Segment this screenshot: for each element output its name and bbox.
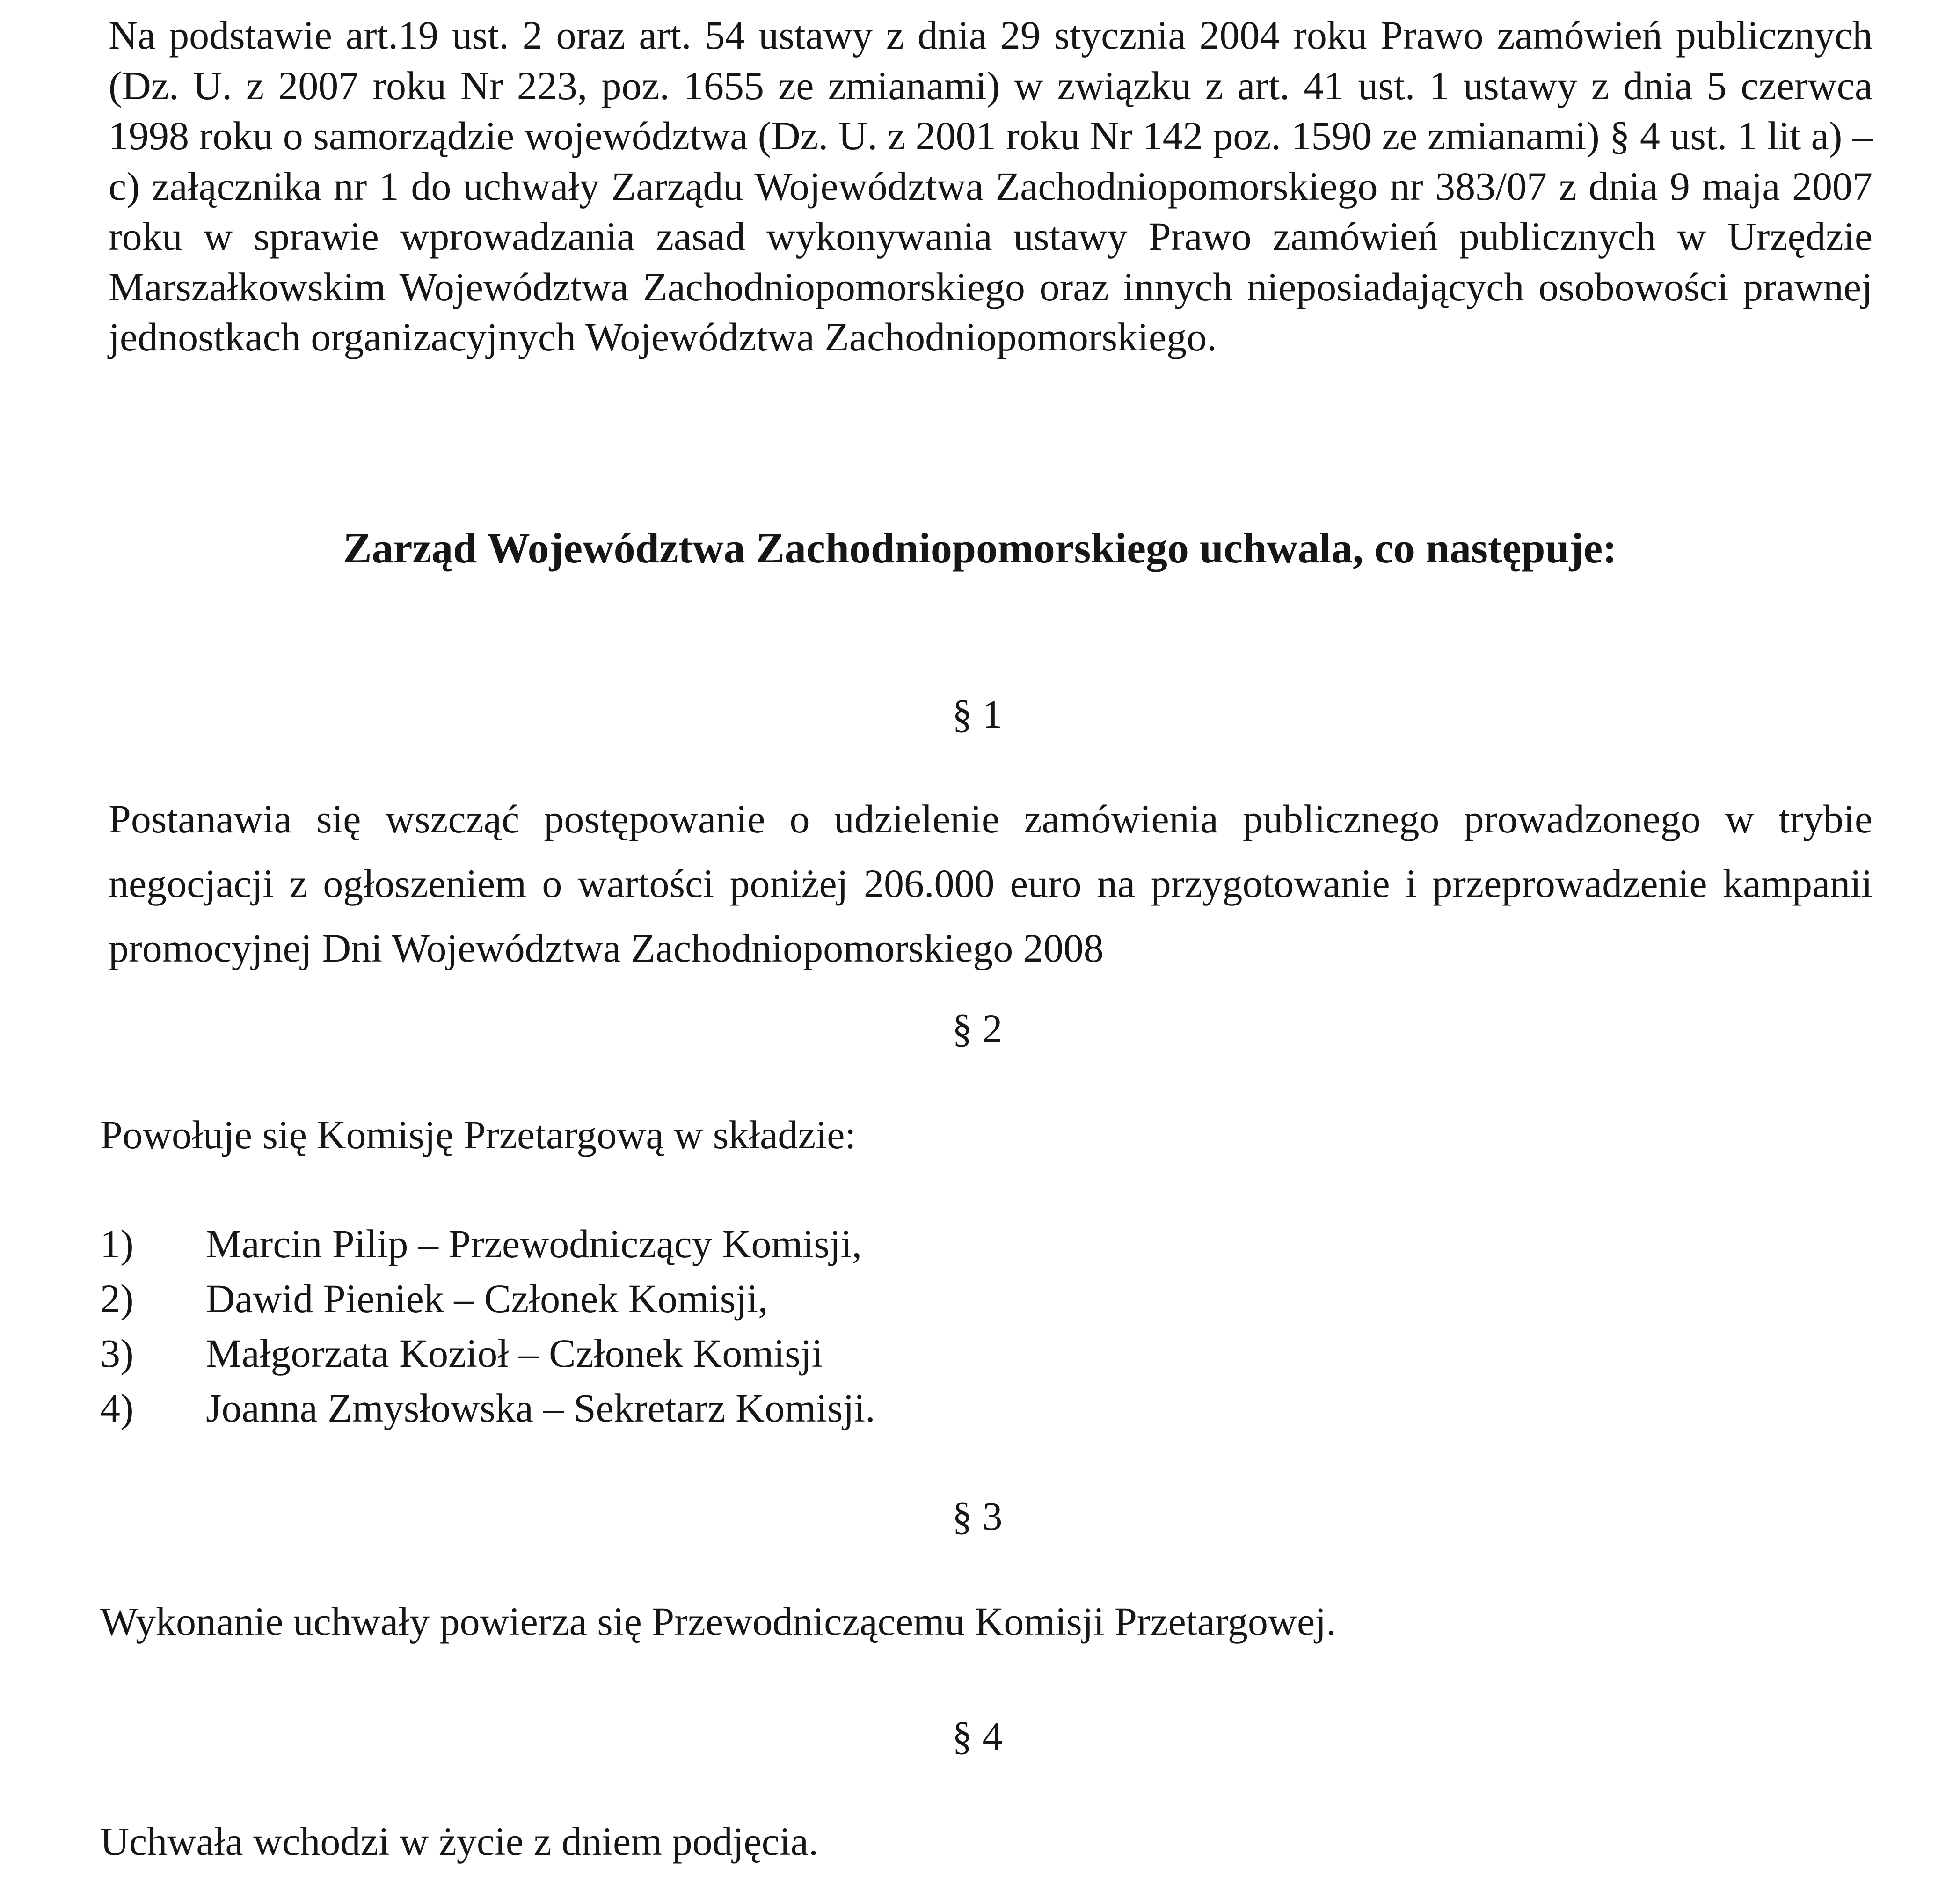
list-item <box>100 1271 875 1326</box>
section-2-text: Powołuje się Komisję Przetargową w składzie: <box>100 1112 856 1157</box>
section-1-mark: § 1 <box>952 692 1003 737</box>
list-item <box>100 1217 875 1271</box>
list-item-text: Joanna Zmysłowska – Sekretarz Komisji. <box>206 1386 875 1430</box>
resolution-heading: Zarząd Województwa Zachodniopomorskiego uchwala, co następuje: <box>343 524 1617 572</box>
list-item <box>100 1326 875 1381</box>
section-3-mark: § 3 <box>952 1494 1003 1539</box>
section-4-mark: § 4 <box>952 1714 1003 1758</box>
section-2-mark: § 2 <box>952 1006 1003 1051</box>
list-item-text: Dawid Pieniek – Członek Komisji, <box>206 1276 768 1321</box>
legal-basis-paragraph: Na podstawie art.19 ust. 2 oraz art. 54 ustawy z dnia 29 stycznia 2004 roku Prawo zamówień publicznych (Dz. U. z 2007 roku Nr 223, poz. 1655 ze zmianami) w związku z art. 41 ust. 1 ustawy z dnia 5 czerwca 1998 roku o samorządzie województwa (Dz. U. z 2001 roku Nr 142 poz. 1590 ze zmianami) § 4 ust. 1 lit a) – c) załącznika nr 1 do uchwały Zarządu Województwa Zachodniopomorskiego nr 383/07 z dnia 9 maja 2007 roku w sprawie wprowadzania zasad wykonywania ustawy Prawo zamówień publicznych w Urzędzie Marszałkowskim Województwa Zachodniopomorskiego oraz innych nieposiadających osobowości prawnej jednostkach organizacyjnych Województwa Zachodniopomorskiego. <box>109 13 1873 359</box>
list-item-number: 2) <box>100 1276 134 1321</box>
section-3-text: Wykonanie uchwały powierza się Przewodniczącemu Komisji Przetargowej. <box>100 1599 1336 1644</box>
list-item <box>100 1381 875 1436</box>
section-1-text: Postanawia się wszcząć postępowanie o udzielenie zamówienia publicznego prowadzonego w trybie negocjacji z ogłoszeniem o wartości poniżej 206.000 euro na przygotowanie i przeprowadzenie kampanii promocyjnej Dni Województwa Zachodniopomorskiego 2008 <box>109 796 1873 970</box>
list-item-text: Małgorzata Kozioł – Członek Komisji <box>206 1331 823 1376</box>
committee-list <box>100 1217 875 1436</box>
list-item-number: 3) <box>100 1331 134 1376</box>
list-item-text: Marcin Pilip – Przewodniczący Komisji, <box>206 1221 862 1266</box>
list-item-number: 4) <box>100 1386 134 1430</box>
section-4-text: Uchwała wchodzi w życie z dniem podjęcia. <box>100 1819 819 1864</box>
list-item-number: 1) <box>100 1221 134 1266</box>
